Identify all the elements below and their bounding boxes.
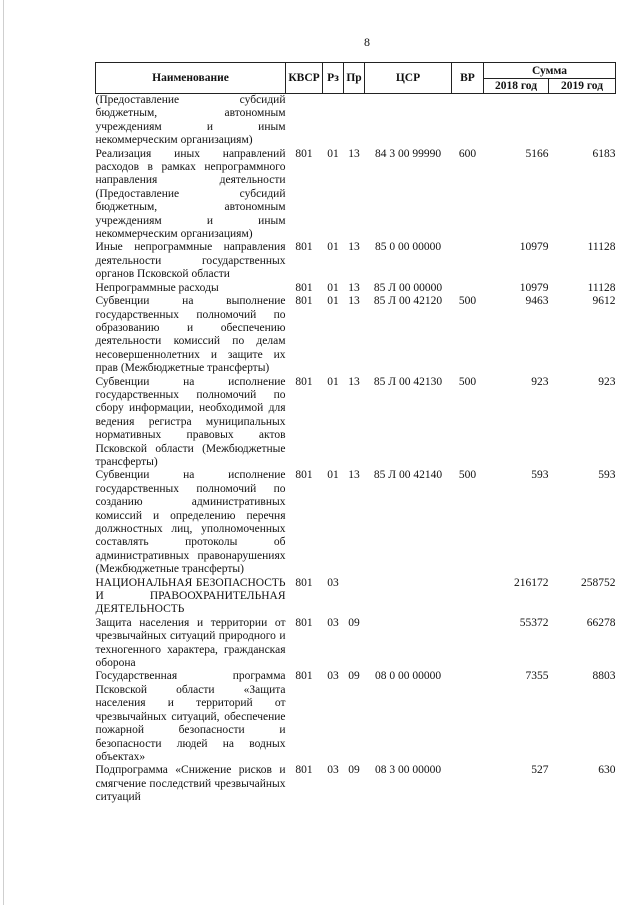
cell-pr: 09 (348, 616, 360, 629)
cell-kvsr: 801 (295, 241, 313, 254)
cell-pr: 09 (348, 670, 360, 683)
cell-sum-2018: 5166 (525, 147, 549, 160)
cell-rz: 01 (327, 469, 339, 482)
cell-sum-2019: 11128 (587, 281, 616, 294)
table-row (96, 295, 616, 375)
cell-sum-2019: 11128 (587, 241, 616, 254)
cell-rz (323, 94, 344, 148)
cell-sum-2019: 9612 (592, 295, 616, 308)
cell-name: НАЦИОНАЛЬНАЯ БЕЗОПАСНОСТЬ И ПРАВООХРАНИТЕЛЬНАЯ ДЕЯТЕЛЬНОСТЬ (95, 576, 286, 616)
cell-name: (Предоставление субсидий бюджетным, автономным учреждениям и иным некоммерческим организациям) (95, 94, 286, 147)
header-name: Наименование (96, 63, 286, 94)
cell-vr (452, 282, 484, 295)
cell-csr: 85 Л 00 42140 (373, 469, 443, 482)
header-pr: Пр (344, 63, 365, 94)
cell-name: Субвенции на выполнение государственных полномочий по образованию и обеспечению деятельности комиссий по делам несовершеннолетних и защите их прав (Межбюджетные трансферты) (95, 295, 286, 375)
header-csr: ЦСР (365, 63, 452, 94)
cell-csr: 08 0 00 00000 (374, 670, 442, 683)
cell-rz: 01 (327, 375, 339, 388)
cell-vr: 500 (458, 375, 477, 388)
cell-pr (344, 577, 365, 617)
table-row (96, 670, 616, 764)
cell-name: Подпрограмма «Снижение рисков и смягчение последствий чрезвычайных ситуаций (95, 764, 286, 804)
scan-edge-line (3, 0, 4, 905)
table-body (96, 94, 616, 805)
table-row (96, 241, 616, 281)
cell-csr: 08 3 00 00000 (374, 764, 442, 777)
cell-sum-2019: 593 (598, 469, 616, 482)
cell-name: Защита населения и территории от чрезвычайных ситуаций природного и техногенного характера, гражданская оборона (95, 616, 286, 670)
cell-rz: 03 (327, 616, 339, 629)
table-row (96, 148, 616, 242)
cell-name: Непрограммные расходы (95, 281, 219, 294)
cell-kvsr: 801 (295, 281, 313, 294)
cell-kvsr: 801 (295, 147, 313, 160)
cell-sum-2019 (549, 94, 616, 148)
cell-pr (344, 94, 365, 148)
cell-vr (452, 764, 484, 804)
cell-kvsr: 801 (295, 375, 313, 388)
cell-sum-2019: 8803 (592, 670, 616, 683)
table-header-row (96, 63, 616, 79)
cell-vr (452, 670, 484, 764)
cell-rz: 01 (327, 147, 339, 160)
cell-name: Субвенции на исполнение государственных полномочий по сбору информации, необходимой для ведения регистра муниципальных нормативных правовых актов Псковской области (Межбюджетные трансферты) (95, 375, 286, 468)
cell-sum-2019: 923 (598, 375, 616, 388)
cell-name: Реализация иных направлений расходов в рамках непрограммного направления деятельности (Предоставление субсидий бюджетным, автономным учреждениям и иным некоммерческим организациям) (95, 147, 286, 241)
table-row (96, 469, 616, 576)
cell-sum-2018: 7355 (525, 670, 549, 683)
cell-sum-2019: 66278 (586, 616, 616, 629)
cell-csr: 84 3 00 99990 (374, 147, 442, 160)
cell-vr: 500 (458, 295, 477, 308)
table-row (96, 282, 616, 295)
cell-sum-2018: 923 (531, 375, 549, 388)
cell-sum-2018 (484, 94, 549, 148)
table-row (96, 764, 616, 804)
cell-sum-2019: 258752 (581, 576, 616, 589)
cell-vr: 500 (458, 469, 477, 482)
cell-sum-2018: 10979 (519, 281, 549, 294)
cell-vr (452, 241, 484, 281)
cell-kvsr: 801 (295, 764, 313, 777)
header-rz: Рз (323, 63, 344, 94)
cell-rz: 03 (327, 764, 339, 777)
cell-vr (452, 617, 484, 671)
cell-rz: 03 (327, 576, 339, 589)
header-year-2019: 2019 год (549, 79, 616, 94)
table-row (96, 577, 616, 617)
header-vr: ВР (452, 63, 484, 94)
cell-rz: 01 (327, 281, 339, 294)
cell-kvsr: 801 (295, 670, 313, 683)
cell-sum-2018: 593 (531, 469, 549, 482)
cell-sum-2018: 9463 (525, 295, 549, 308)
cell-name: Иные непрограммные направления деятельности государственных органов Псковской области (95, 241, 286, 281)
cell-pr: 13 (348, 241, 360, 254)
cell-sum-2018: 527 (531, 764, 549, 777)
cell-pr: 13 (348, 147, 360, 160)
cell-rz: 01 (327, 295, 339, 308)
cell-pr: 13 (348, 295, 360, 308)
cell-csr (365, 577, 452, 617)
cell-csr (365, 94, 452, 148)
cell-kvsr: 801 (295, 469, 313, 482)
cell-csr: 85 Л 00 42130 (373, 375, 443, 388)
cell-sum-2019: 6183 (592, 147, 616, 160)
header-year-2018: 2018 год (484, 79, 549, 94)
budget-table (95, 62, 616, 805)
header-kvsr: КВСР (286, 63, 323, 94)
cell-sum-2018: 55372 (519, 616, 549, 629)
cell-csr: 85 Л 00 00000 (373, 281, 443, 294)
page-number: 8 (364, 35, 370, 49)
cell-kvsr: 801 (295, 576, 313, 589)
cell-pr: 09 (348, 764, 360, 777)
cell-sum-2018: 10979 (519, 241, 549, 254)
cell-vr (452, 577, 484, 617)
header-sum: Сумма (484, 63, 616, 79)
cell-vr (452, 94, 484, 148)
cell-rz: 03 (327, 670, 339, 683)
cell-pr: 13 (348, 375, 360, 388)
cell-sum-2018: 216172 (514, 576, 549, 589)
cell-kvsr: 801 (295, 616, 313, 629)
table-row (96, 376, 616, 470)
cell-csr: 85 Л 00 42120 (373, 295, 443, 308)
cell-csr: 85 0 00 00000 (374, 241, 442, 254)
cell-kvsr (286, 94, 323, 148)
table-row (96, 617, 616, 671)
cell-csr (365, 617, 452, 671)
cell-rz: 01 (327, 241, 339, 254)
cell-vr: 600 (458, 147, 477, 160)
cell-pr: 13 (348, 469, 360, 482)
cell-name: Государственная программа Псковской области «Защита населения и территорий от чрезвычайных ситуаций, обеспечение пожарной безопасности и безопасности людей на водных объектах» (95, 670, 286, 763)
cell-sum-2019: 630 (598, 764, 616, 777)
cell-pr: 13 (348, 281, 360, 294)
cell-name: Субвенции на исполнение государственных полномочий по созданию административных комиссий и определению перечня должностных лиц, уполномоченных составлять протоколы об административных правонарушениях (Межбюджетные трансферты) (95, 469, 286, 576)
cell-kvsr: 801 (295, 295, 313, 308)
table-row (96, 94, 616, 148)
